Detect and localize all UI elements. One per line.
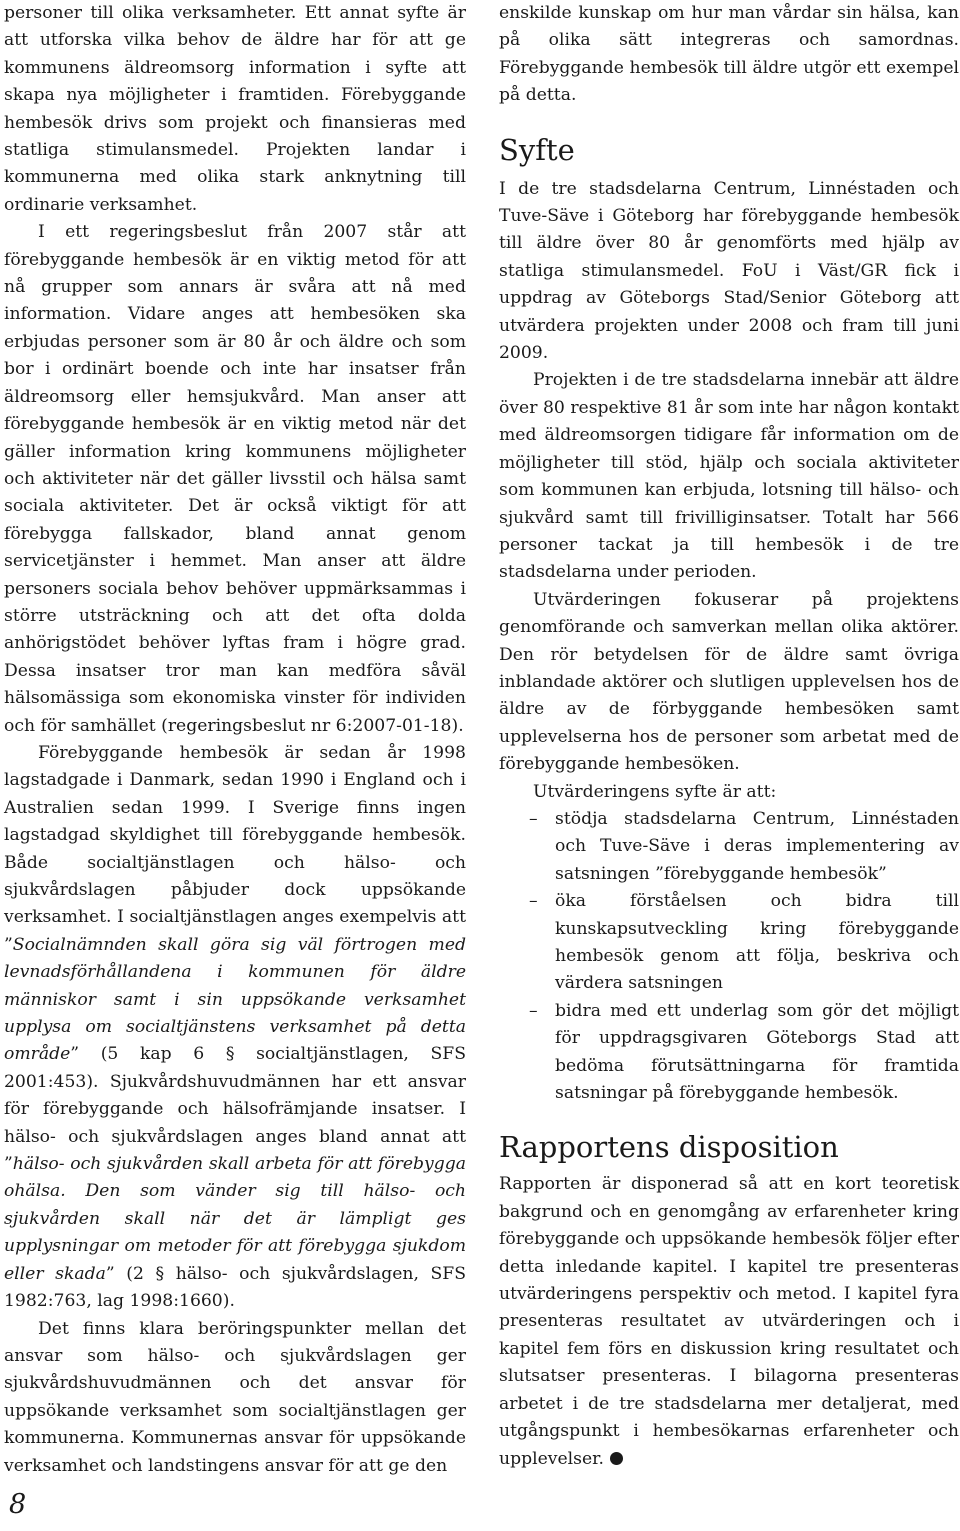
list-item-text: bidra med ett underlag som gör det möjligt för uppdragsgivaren Göteborgs Stad att bedöma förutsättningarna för framtida satsningar på förebyggande hembesök. xyxy=(555,1000,959,1104)
text-disposition: Rapporten är disponerad så att en kort teoretisk bakgrund och en genomgång av erfarenheter kring förebyggande och uppsökande hembesök följer efter detta inledande kapitel. I kapitel tre presenteras utvärderingens perspektiv och metod. I kapitel fyra presenteras resultatet av utvärderingen och i kapitel fem förs en diskussion kring resultatet och slutsatser presenteras. I bilagorna presenteras arbetet i de tre stadsdelarna mer detaljerat, med utgångspunkt i hembesökarnas erfarenheter och upplevelser. xyxy=(499,1174,959,1469)
right-column xyxy=(499,0,959,1473)
paragraph-syfte-3: Utvärderingen fokuserar på projektens genomförande och samverkan mellan olika aktörer. Den rör betydelsen för de äldre samt övriga inblandade aktörer och slutligen upplevelsen hos de äldre av de förbyggande hembesöken samt upplevelserna hos de personer som arbetat med de förebyggande hembesöken. xyxy=(499,589,959,775)
paragraph-intro-continuation: personer till olika verksamheter. Ett annat syfte är att utforska vilka behov de äldre har för att ge kommunens äldreomsorg information i syfte att skapa nya möjligheter i framtiden. Förebyggande hembesök drivs som projekt och finansieras med statliga stimulansmedel. Projekten landar i kommunerna med olika stark anknytning till ordinarie verksamhet. xyxy=(4,3,466,215)
paragraph-syfte-1: I de tre stadsdelarna Centrum, Linnéstaden och Tuve-Säve i Göteborg har förebyggande hembesök till äldre över 80 år genomförts med hjälp av statliga stimulansmedel. FoU i Väst/GR fick i uppdrag av Göteborgs Stad/Senior Göteborg att utvärdera projekten under 2008 och fram till juni 2009. xyxy=(499,178,959,364)
list-item xyxy=(499,888,959,998)
dash-marker: – xyxy=(529,808,538,829)
heading-rapportens-disposition: Rapportens disposition xyxy=(499,1130,839,1165)
paragraph-disposition xyxy=(499,1171,959,1472)
dash-marker: – xyxy=(529,891,538,912)
purpose-list xyxy=(499,806,959,1107)
quote-socialtjanstlagen: Socialnämnden skall göra sig väl förtrogen med levnadsförhållandena i kommunen för äldre människor samt i sin uppsökande verksamhet upplysa om socialtjänstens verksamhet på detta område xyxy=(4,934,466,1065)
paragraph-syfte-4: Utvärderingens syfte är att: xyxy=(533,781,777,802)
quote-halso-sjukvardslagen: hälso- och sjukvården skall arbeta för att förebygga ohälsa. Den som vänder sig till hälso- och sjukvården skall när det är lämpligt ges upplysningar om metoder för att förebygga sjukdom eller skada xyxy=(4,1154,466,1284)
page-number: 8 xyxy=(9,1489,27,1520)
text-lagstiftning-b: ” (5 kap 6 § socialtjänstlagen, SFS 2001:453). Sjukvårdshuvudmännen har ett ansvar för förebyggande och hälsofrämjande insatser. I hälso- och sjukvårdslagen anges bland annat att ” xyxy=(4,1044,466,1175)
left-column xyxy=(4,0,466,1480)
list-item xyxy=(499,998,959,1108)
paragraph-beroringspunkter: Det finns klara beröringspunkter mellan det ansvar som hälso- och sjukvårdslagen ger sjukvårdshuvudmännen och det ansvar för uppsökande verksamhet som socialtjänstlagen ger kommunerna. Kommunernas ansvar för uppsökande verksamhet och landstingens ansvar för att ge den xyxy=(4,1318,466,1476)
paragraph-regeringsbeslut: I ett regeringsbeslut från 2007 står att förebyggande hembesök är en viktig metod för att nå grupper som annars är svåra att nå med information. Vidare anges att hembesöken ska erbjudas personer som är 80 år och äldre och som bor i ordinärt boende och inte har insatser från äldreomsorg eller hemsjukvård. Man anser att förebyggande hembesök är en viktig metod när det gäller information kring kommunens möjligheter och aktiviteter när det gäller livsstil och hälsa samt sociala aktiviteter. Det är också viktigt för att förebygga fallskador, bland annat genom servicetjänster i hemmet. Man anser att äldre personers sociala behov behöver uppmärksammas i större utsträckning och att det ofta dolda anhörigstödet behöver lyftas fram i högre grad. Dessa insatser tror man kan medföra såväl hälsomässiga som ekonomiska vinster för individen och för samhället (regeringsbeslut nr 6:2007-01-18). xyxy=(4,222,466,736)
text-lagstiftning-c: ” (2 § hälso- och sjukvårdslagen, SFS 1982:763, lag 1998:1660). xyxy=(4,1263,466,1312)
paragraph-lagstiftning xyxy=(4,740,466,1316)
paragraph-continuation: enskilde kunskap om hur man vårdar sin hälsa, kan på olika sätt integreras och samordnas. Förebyggande hembesök till äldre utgör ett exempel på detta. xyxy=(499,3,959,106)
dash-marker: – xyxy=(529,1000,538,1021)
text-lagstiftning-a: Förebyggande hembesök är sedan år 1998 lagstadgade i Danmark, sedan 1990 i England och i Australien sedan 1999. I Sverige finns ingen lagstadgad skyldighet till förebyggande hembesök. Både socialtjänstlagen och hälso- och sjukvårdslagen påbjuder dock uppsökande verksamhet. I socialtjänstlagen anges exempelvis att ” xyxy=(4,742,466,955)
list-item xyxy=(499,806,959,888)
heading-syfte: Syfte xyxy=(499,132,575,167)
end-of-section-bullet-icon xyxy=(610,1452,623,1465)
paragraph-syfte-2: Projekten i de tre stadsdelarna innebär att äldre över 80 respektive 81 år som inte har någon kontakt med äldreomsorgen tidigare får information om de möjligheter till stöd, hjälp och sociala aktiviteter som kommunen kan erbjuda, lotsning till hälso- och sjukvård samt till frivilliginsatser. Totalt har 566 personer tackat ja till hembesök i de tre stadsdelarna under perioden. xyxy=(499,370,959,583)
list-item-text: öka förståelsen och bidra till kunskapsutveckling kring förebyggande hembesök genom att följa, beskriva och värdera satsningen xyxy=(555,891,959,994)
list-item-text: stödja stadsdelarna Centrum, Linnéstaden och Tuve-Säve i deras implementering av satsningen ”förebyggande hembesök” xyxy=(555,808,959,884)
